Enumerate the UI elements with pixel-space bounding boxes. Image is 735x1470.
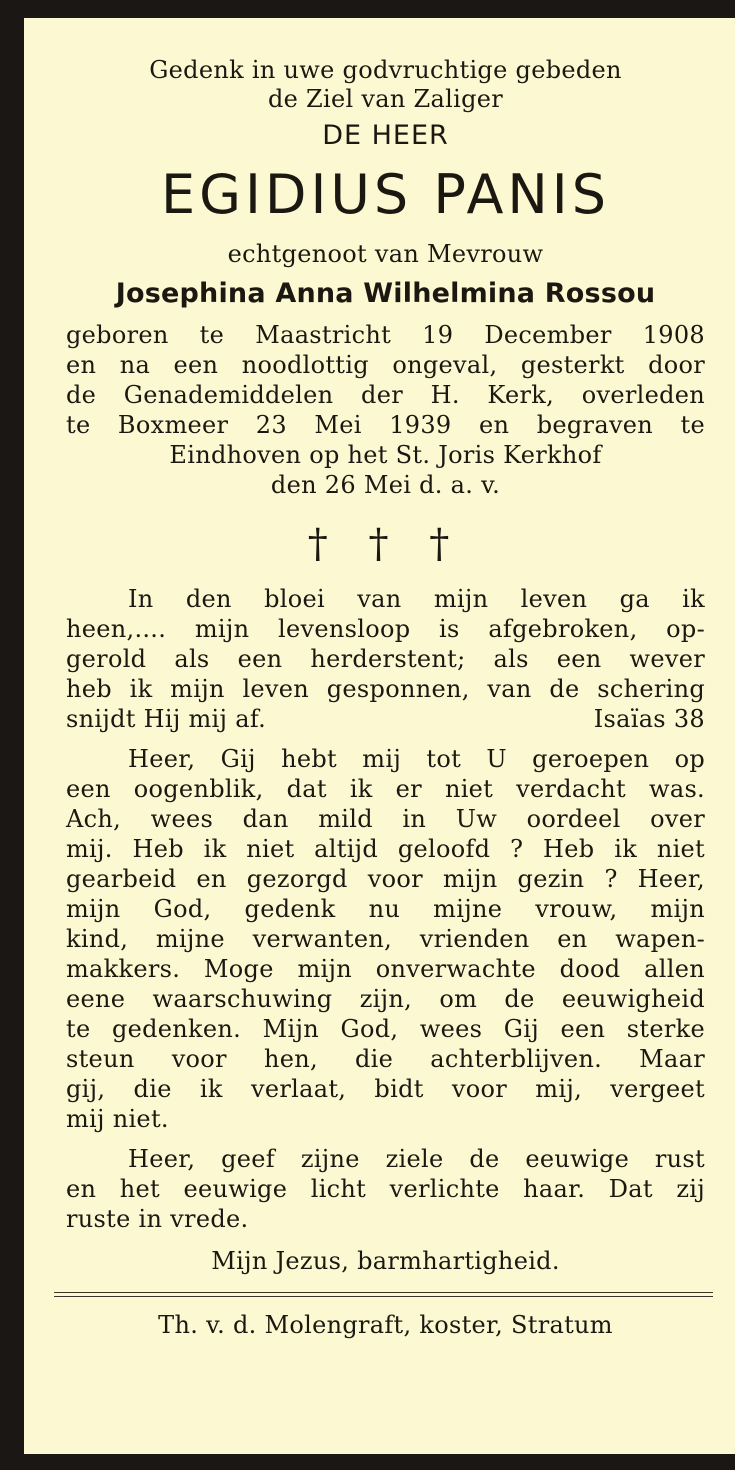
scripture-reference: Isaïas 38 [593,705,705,733]
verse-line: heb ik mijn leven gesponnen, van de schering [66,675,705,703]
bio-line: en na een noodlottig ongeval, gesterkt door [66,351,705,379]
title: DE HEER [322,120,449,151]
header-line-2: de Ziel van Zaliger [267,85,504,113]
prayer-line: mijn God, gedenk nu mijne vrouw, mijn [66,895,705,923]
verse-line: heen,.... mijn levensloop is afgebroken, op- [66,615,705,643]
rest-paragraph [66,1144,705,1234]
deceased-name: EGIDIUS PANIS [160,163,610,226]
prayer-line: een oogenblik, dat ik er niet verdacht was. [66,775,705,803]
prayer-line: Heer, Gij hebt mij tot U geroepen op [128,745,705,773]
bio-line: Eindhoven op het St. Joris Kerkhof [169,441,602,469]
biography [66,320,705,500]
verse-last-line [66,704,705,734]
divider [54,1292,713,1293]
memorial-card [24,18,735,1454]
bio-line: de Genademiddelen der H. Kerk, overleden [66,381,705,409]
prayer-line: eene waarschuwing zijn, om de eeuwigheid [66,985,705,1013]
bio-line: den 26 Mei d. a. v. [270,471,501,499]
prayer-line: steun voor hen, die achterblijven. Maar [66,1045,705,1073]
rest-line: Heer, geef zijne ziele de eeuwige rust [128,1145,705,1173]
prayer-line: mij niet. [66,1105,169,1133]
closing-invocation: Mijn Jezus, barmhartigheid. [211,1247,560,1275]
divider [54,1296,713,1297]
rest-line: ruste in vrede. [66,1205,249,1233]
verse-line: snijdt Hij mij af. [66,705,267,733]
printer-credit: Th. v. d. Molengraft, koster, Stratum [158,1311,613,1339]
prayer-line: gij, die ik verlaat, bidt voor mij, vergeet [66,1075,705,1103]
prayer-line: kind, mijne verwanten, vrienden en wapen- [66,925,705,953]
spouse-name: Josephina Anna Wilhelmina Rossou [115,278,656,309]
prayer-line: te gedenken. Mijn God, wees Gij een sterke [66,1015,705,1043]
header-line-1: Gedenk in uwe godvruchtige gebeden [149,56,622,84]
crosses-icon: † † † [307,521,464,567]
verse-line: In den bloei van mijn leven ga ik [128,585,705,613]
spouse-intro: echtgenoot van Mevrouw [227,240,544,268]
bio-line: te Boxmeer 23 Mei 1939 en begraven te [66,411,705,439]
verse-paragraph [66,584,705,734]
prayer-line: mij. Heb ik niet altijd geloofd ? Heb ik niet [66,835,705,863]
verse-line: gerold als een herderstent; als een wever [66,645,705,673]
prayer-paragraph [66,744,705,1134]
rest-line: en het eeuwige licht verlichte haar. Dat zij [66,1175,705,1203]
prayer-line: makkers. Moge mijn onverwachte dood allen [66,955,705,983]
prayer-line: gearbeid en gezorgd voor mijn gezin ? Heer, [66,865,705,893]
bio-line: geboren te Maastricht 19 December 1908 [66,321,705,349]
prayer-line: Ach, wees dan mild in Uw oordeel over [66,805,705,833]
